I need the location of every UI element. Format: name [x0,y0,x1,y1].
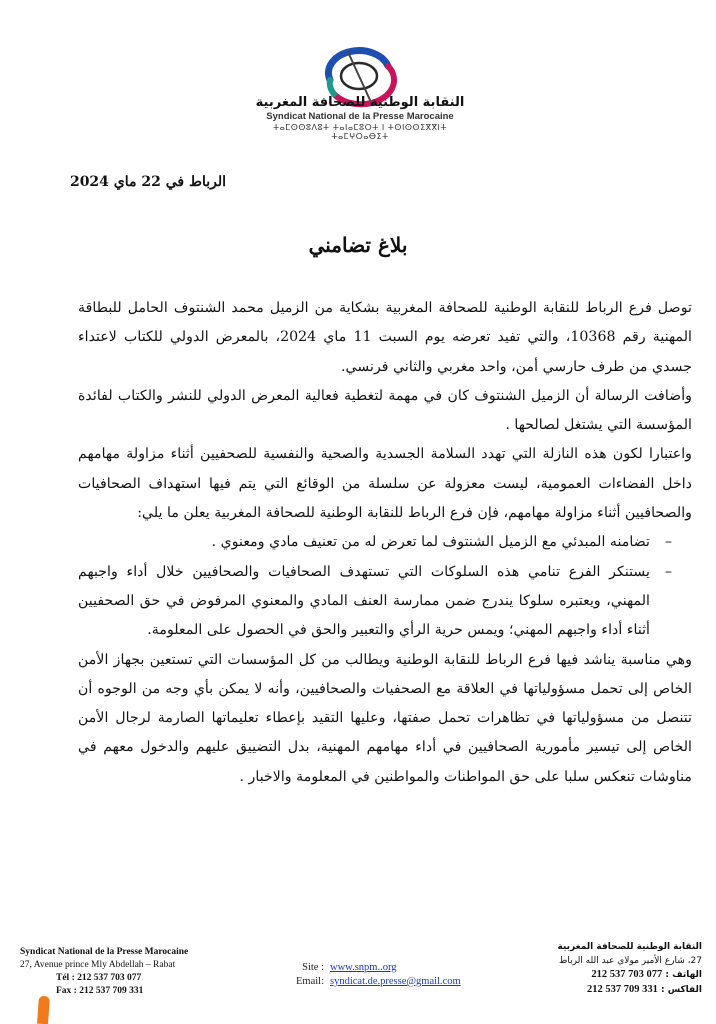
org-name-french: Syndicat National de la Presse Marocaine [266,111,454,122]
footer-address: 27, Avenue prince Mly Abdellah – Rabat [20,960,176,970]
footer-contact-arabic [492,941,702,997]
site-label: Site : [302,962,324,973]
letter-date: الرباط في 22 ماي 2024 [69,174,226,190]
org-name-arabic: النقابة الوطنية للصحافة المغربية [255,95,465,110]
footer-org-name-ar: النقابة الوطنية للصحافة المغربية [557,942,702,952]
tel-label-ar: الهاتف : [665,970,702,980]
fax-number-ar: 212 537 709 331 [586,983,658,995]
footer-online-contact [284,961,484,989]
footer-org-name: Syndicat National de la Presse Marocaine [20,947,189,957]
fax-label-ar: الفاكس : [660,984,702,995]
highlighter-mark [37,996,50,1024]
list-item: – تضامنه المبدئي مع الزميل الشنتوف لما تعرض له من تعنيف مادي ومعنوي . [78,528,692,557]
letter-body [78,294,692,792]
website-link[interactable]: www.snpm..org [330,962,397,973]
footer-fax: Fax : 212 537 709 331 [56,986,144,996]
tel-number-ar: 212 537 703 077 [591,969,663,980]
paragraph: واعتبارا لكون هذه النازلة التي تهدد السلامة الجسدية والصحية والنفسية للصحفيين أثناء مزاولة مهامهم داخل الفضاءات العمومية، ليست معزولة عن سلسلة من الوقائع التي يتم فيها استهداف الصحافيات والصحافيين أثناء مزاولة مهامهم، فإن فرع الرباط للنقابة الوطنية للصحافة المغربية يعلن ما يلي: [78,446,692,522]
footer-tel-ar [492,968,702,983]
closing-paragraph: وهي مناسبة يناشد فيها فرع الرباط للنقابة الوطنية ويطالب من كل المؤسسات التي تستعين بجهاز الأمن الخاص إلى تحمل مسؤولياتها في العلاقة مع الصحفيات والصحافيين، وأنه لا يمكن بأي وجه من الوجوه أن تتنصل من مسؤولياتها في تظاهرات تحمل صفتها، وعليها التقيد بإعطاء تعليماتها الصارمة لرجال الأمن الخاص إلى تيسير مأمورية الصحافيين في أداء مهامهم المهنية، بدل التضييق عليهم والدخول معهم في مناوشات تنعكس سلبا على حق المواطنات والمواطنين في المعلومة والاخبار . [78,651,692,785]
paragraph: وأضافت الرسالة أن الزميل الشنتوف كان في مهمة لتغطية فعالية المعرض الدولي للنشر والكتاب لفائدة المؤسسة التي يشتغل لصالحها . [78,387,692,434]
paragraph: توصل فرع الرباط للنقابة الوطنية للصحافة المغربية بشكاية من الزميل محمد الشنتوف الحامل للبطاقة المهنية رقم 10368، والتي تفيد تعرضه يوم السبت 11 ماي 2024، بالمعرض الدولي للكتاب لاعتداء جسدي من طرف حارسي أمن، واحد مغربي والثاني فرنسي. [78,300,692,375]
list-item: – يستنكر الفرع تنامي هذه السلوكات التي تستهدف الصحافيات والصحافيين خلال أداء واجبهم المهني، ويعتبره سلوكا يندرج ضمن ممارسة العنف المادي والمعنوي المرفوض في حق الصحفيين أثناء أداء واجبهم المهني؛ ويمس حرية الرأي والتعبير والحق في الحصول على المعلومة. [78,558,692,646]
email-link[interactable]: syndicat.de.presse@gmail.com [330,976,461,987]
demands-list [78,528,692,645]
footer-fax-ar [492,983,702,998]
footer-contact-french [20,946,260,998]
footer-tel: Tél : 212 537 703 077 [56,973,142,983]
email-label: Email: [296,976,324,987]
footer-address-ar: 27، شارع الأمير مولاي عبد الله الرباط [559,955,702,966]
letter-title: بلاغ تضامني [308,233,408,257]
org-name-tifinagh: ⵜⴰⵎⵙⵙⵓⴷⵓⵜ ⵜⴰⵏⴰⵎⵓⵔⵜ ⵏ ⵜⵙⵏⵙⵙⵉⴳⴳⵏⵜ ⵜⴰⵎⵖⵔⴰⴱⵉⵜ [272,123,448,141]
